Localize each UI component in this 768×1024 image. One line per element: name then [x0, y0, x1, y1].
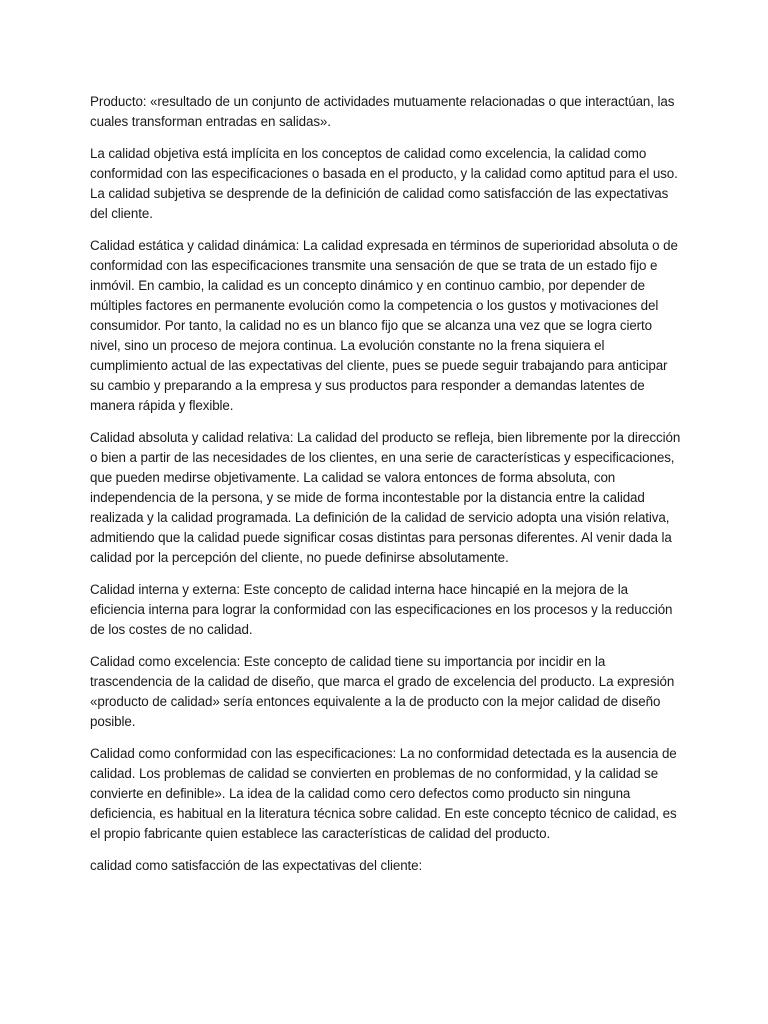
paragraph-calidad-objetiva: La calidad objetiva está implícita en los conceptos de calidad como excelencia, la calidad como conformidad con las especificaciones o basada en el producto, y la calidad como aptitud para el uso. La calidad subjetiva se desprende de la definición de calidad como satisfacción de las expectativas del cliente. — [90, 146, 678, 221]
paragraph-calidad-absoluta-relativa: Calidad absoluta y calidad relativa: La calidad del producto se refleja, bien libremente por la dirección o bien a partir de las necesidades de los clientes, en una serie de características y especificaciones, que pueden medirse objetivamente. La calidad se valora entonces de forma absoluta, con independencia de la persona, y se mide de forma incontestable por la distancia entre la calidad realizada y la calidad programada. La definición de la calidad de servicio adopta una visión relativa, admitiendo que la calidad puede significar cosas distintas para personas diferentes. Al venir dada la calidad por la percepción del cliente, no puede definirse absolutamente. — [90, 430, 681, 565]
document-body — [90, 92, 682, 888]
paragraph-producto: Producto: «resultado de un conjunto de actividades mutuamente relacionadas o que interactúan, las cuales transforman entradas en salidas». — [90, 94, 675, 129]
paragraph-calidad-estatica-dinamica: Calidad estática y calidad dinámica: La calidad expresada en términos de superioridad absoluta o de conformidad con las especificaciones transmite una sensación de que se trata de un estado fijo e inmóvil. En cambio, la calidad es un concepto dinámico y en continuo cambio, por depender de múltiples factores en permanente evolución como la competencia o los gustos y motivaciones del consumidor. Por tanto, la calidad no es un blanco fijo que se alcanza una vez que se logra cierto nivel, sino un proceso de mejora continua. La evolución constante no la frena siquiera el cumplimiento actual de las expectativas del cliente, pues se puede seguir trabajando para anticipar su cambio y preparando a la empresa y sus productos para responder a demandas latentes de manera rápida y flexible. — [90, 238, 678, 413]
paragraph-calidad-satisfaccion: calidad como satisfacción de las expectativas del cliente: — [90, 858, 423, 873]
paragraph-calidad-excelencia: Calidad como excelencia: Este concepto de calidad tiene su importancia por incidir en la trascendencia de la calidad de diseño, que marca el grado de excelencia del producto. La expresión «producto de calidad» sería entonces equivalente a la de producto con la mejor calidad de diseño posible. — [90, 654, 675, 729]
paragraph-calidad-conformidad: Calidad como conformidad con las especificaciones: La no conformidad detectada es la ausencia de calidad. Los problemas de calidad se convierten en problemas de no conformidad, y la calidad se convierte en definible». La idea de la calidad como cero defectos como producto sin ninguna deficiencia, es habitual en la literatura técnica sobre calidad. En este concepto técnico de calidad, es el propio fabricante quien establece las características de calidad del producto. — [90, 746, 677, 841]
paragraph-calidad-interna-externa: Calidad interna y externa: Este concepto de calidad interna hace hincapié en la mejora de la eficiencia interna para lograr la conformidad con las especificaciones en los procesos y la reducción de los costes de no calidad. — [90, 582, 673, 637]
